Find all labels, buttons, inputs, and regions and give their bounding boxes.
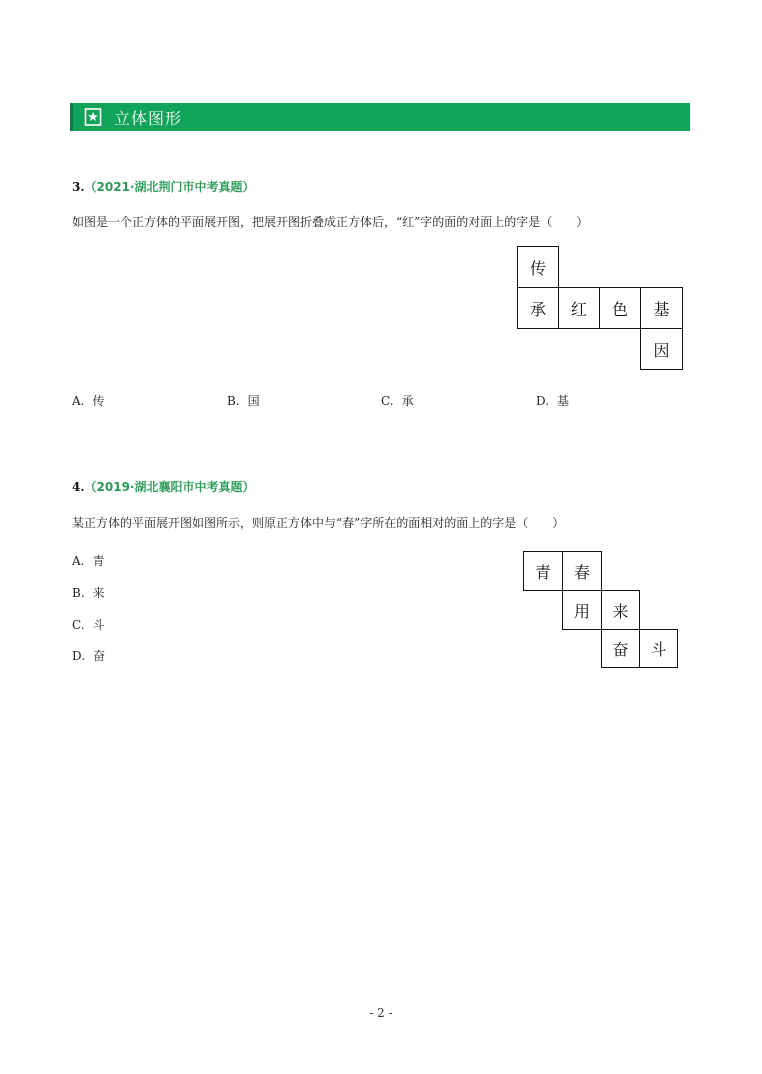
question-4-number: 4. [72, 480, 85, 494]
net-cell: 色 [599, 287, 641, 329]
net-cell: 承 [517, 287, 559, 329]
net-cell: 春 [562, 551, 602, 591]
question-4-option-c[interactable]: C. 斗 [72, 618, 105, 632]
net-cell: 奋 [601, 629, 640, 668]
question-4-stem: 某正方体的平面展开图如图所示，则原正方体中与“春”字所在的面相对的面上的字是（ ） [72, 516, 565, 530]
question-3-number: 3. [72, 180, 85, 194]
section-title: 立体图形 [114, 109, 183, 128]
question-3-option-d[interactable]: D. 基 [536, 394, 570, 408]
question-3-header [72, 178, 255, 195]
net-cell: 用 [562, 590, 602, 630]
net-cell: 青 [523, 551, 563, 591]
net-cell: 斗 [639, 629, 678, 668]
question-3-option-a[interactable]: A. 传 [72, 394, 105, 408]
question-4-option-a[interactable]: A. 青 [72, 554, 105, 568]
question-4-header [72, 478, 255, 495]
question-3-stem: 如图是一个正方体的平面展开图，把展开图折叠成正方体后，“红”字的面的对面上的字是（ ） [72, 215, 589, 229]
net-cell: 来 [601, 590, 640, 630]
section-header [70, 103, 690, 131]
page-number: - 2 - [369, 1006, 393, 1020]
question-4-source: （2019·湖北襄阳市中考真题） [84, 480, 255, 494]
net-cell: 基 [640, 287, 683, 329]
question-3-option-b[interactable]: B. 国 [227, 394, 260, 408]
question-4-option-b[interactable]: B. 来 [72, 586, 105, 600]
bookmark-star-icon [83, 107, 103, 127]
question-3-source: （2021·湖北荆门市中考真题） [84, 180, 255, 194]
question-4-option-d[interactable]: D. 奋 [72, 649, 106, 663]
question-3-option-c[interactable]: C. 承 [381, 394, 414, 408]
net-cell: 传 [517, 246, 559, 288]
net-cell: 红 [558, 287, 600, 329]
net-cell: 因 [640, 328, 683, 370]
